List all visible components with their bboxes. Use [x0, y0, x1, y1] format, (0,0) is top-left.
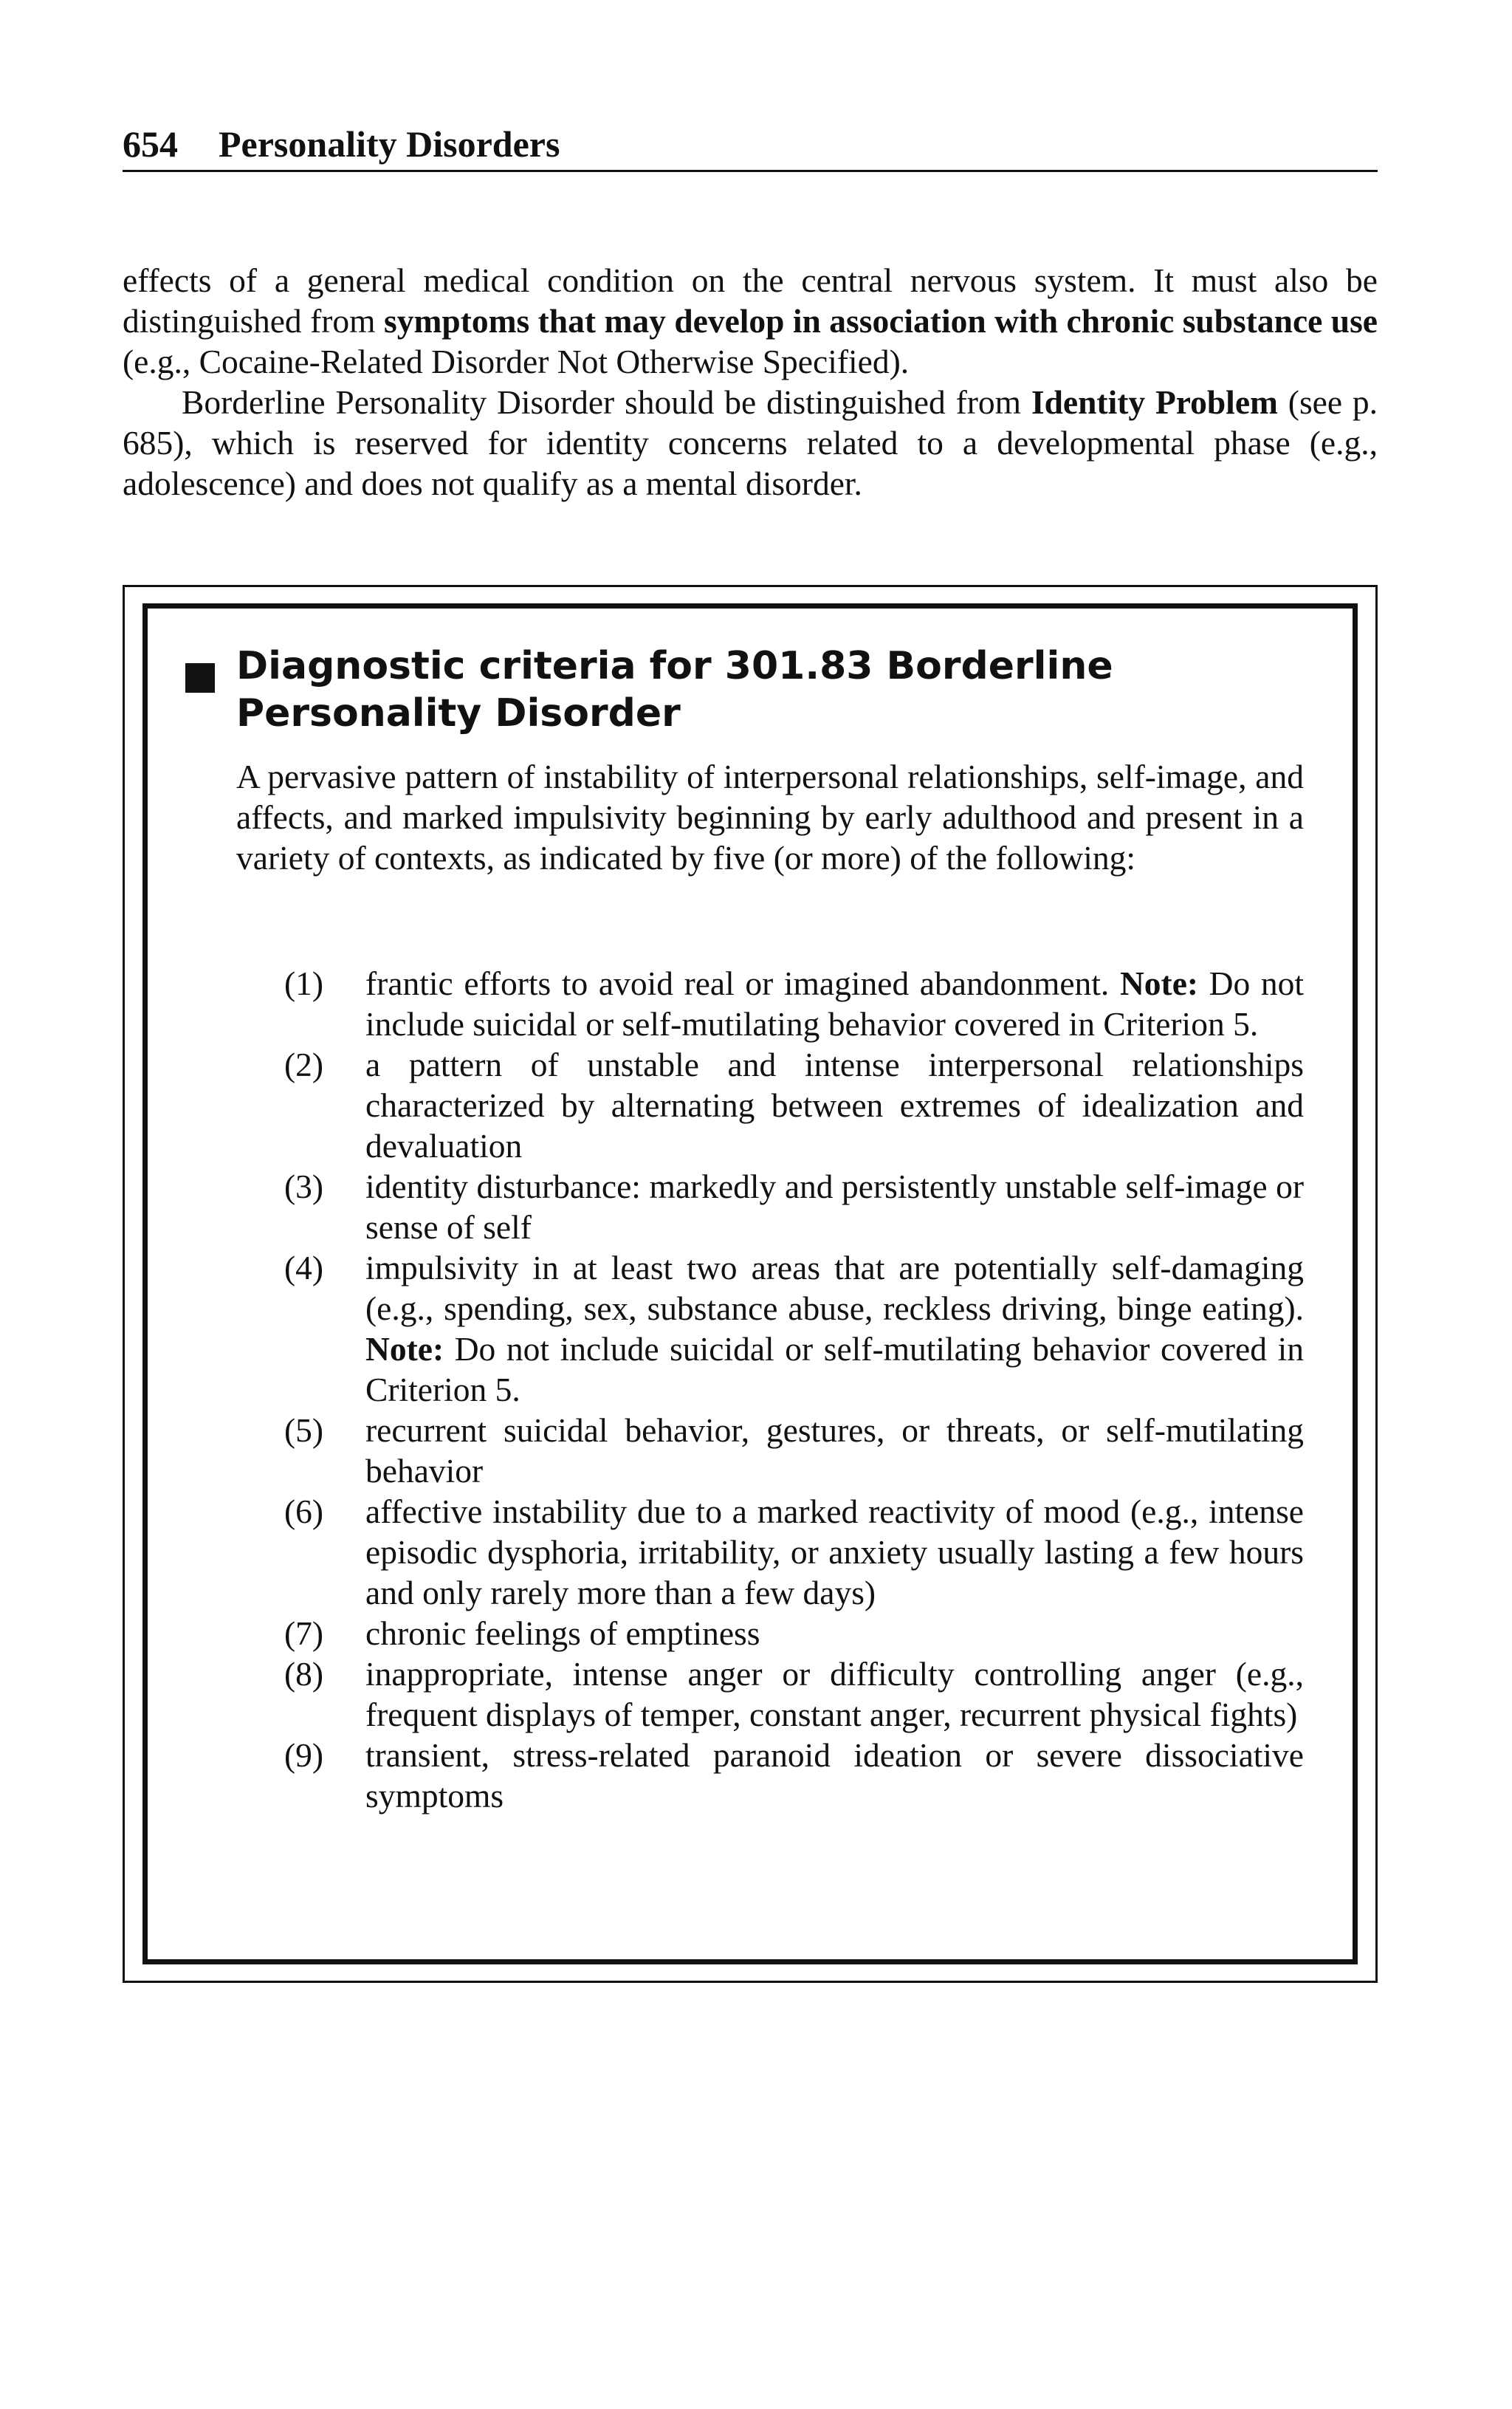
- criterion-note: Do not include suicidal or self-mutilating behavior covered in Criterion 5.: [365, 1330, 1304, 1408]
- criterion-note: Do not include suicidal or self-mutilating behavior covered in Criterion 5.: [365, 964, 1305, 1043]
- criterion-2: [236, 1044, 1304, 1166]
- criterion-9: [236, 1735, 1304, 1816]
- criterion-text: impulsivity in at least two areas that are potentially self-damaging (e.g., spending, sex, substance abuse, reckless driving, binge eating).: [365, 1249, 1304, 1327]
- criterion-number: (3): [284, 1168, 324, 1205]
- criterion-6: [236, 1491, 1304, 1613]
- criterion-number: (1): [284, 964, 324, 1002]
- note-label: Note:: [1119, 964, 1199, 1002]
- page-header: [123, 118, 1378, 172]
- criteria-box: [123, 585, 1378, 1983]
- criterion-5: [236, 1410, 1304, 1491]
- criterion-text: chronic feelings of emptiness: [365, 1614, 760, 1652]
- square-bullet-icon: [185, 663, 215, 693]
- criterion-4: [236, 1247, 1304, 1410]
- criterion-text: recurrent suicidal behavior, gestures, or threats, or self-mutilating behavior: [365, 1411, 1304, 1490]
- criteria-box-inner-frame: [142, 603, 1358, 1964]
- criterion-8: [236, 1654, 1304, 1735]
- criterion-number: (7): [284, 1614, 324, 1652]
- criterion-text: affective instability due to a marked reactivity of mood (e.g., intense episodic dysphoria, irritability, or anxiety usually lasting a few hours and only rarely more than a few days): [365, 1493, 1304, 1611]
- page-number: 654: [123, 123, 178, 165]
- criterion-number: (5): [284, 1411, 324, 1449]
- paragraph-identity-problem: Borderline Personality Disorder should be distinguished from Identity Problem (see p. 685), which is reserved for identity concerns related to a developmental phase (e.g., adolescence) and does not qualify as a mental disorder.: [123, 383, 1378, 502]
- criterion-number: (9): [284, 1736, 324, 1774]
- criterion-number: (8): [284, 1655, 324, 1693]
- criterion-text: frantic efforts to avoid real or imagined abandonment.: [365, 964, 1110, 1002]
- criterion-7: [236, 1613, 1304, 1654]
- note-label: Note:: [365, 1330, 444, 1368]
- body-text: [123, 260, 1378, 504]
- criterion-1: [236, 963, 1304, 1044]
- bold-term-chronic-substance-use: symptoms that may develop in association with chronic substance use: [384, 302, 1378, 340]
- criterion-text: inappropriate, intense anger or difficulty controlling anger (e.g., frequent displays of temper, constant anger, recurrent physical fights): [365, 1655, 1304, 1733]
- criteria-intro: A pervasive pattern of instability of interpersonal relationships, self-image, and affects, and marked impulsivity beginning by early adulthood and present in a variety of contexts, as indicated by five (or more) of the following:: [236, 758, 1304, 877]
- running-head-title: Personality Disorders: [219, 123, 560, 165]
- paragraph-substance-use: effects of a general medical condition on the central nervous system. It must also be distinguished from symptoms that may develop in association with chronic substance use (e.g., Cocaine-Related Disorder Not Otherwise Specified).: [123, 261, 1378, 380]
- criterion-3: [236, 1166, 1304, 1247]
- criterion-text: identity disturbance: markedly and persistently unstable self-image or sense of self: [365, 1168, 1304, 1246]
- criteria-list: [236, 963, 1304, 1816]
- criterion-text: transient, stress-related paranoid ideation or severe dissociative symptoms: [365, 1736, 1304, 1815]
- bold-term-identity-problem: Identity Problem: [1031, 383, 1278, 421]
- criterion-text: a pattern of unstable and intense interpersonal relationships characterized by alternating between extremes of idealization and devaluation: [365, 1046, 1304, 1165]
- criterion-number: (4): [284, 1249, 324, 1286]
- criteria-title: Diagnostic criteria for 301.83 Borderline Personality Disorder: [236, 644, 1113, 736]
- criterion-number: (2): [284, 1046, 324, 1083]
- criterion-number: (6): [284, 1493, 324, 1530]
